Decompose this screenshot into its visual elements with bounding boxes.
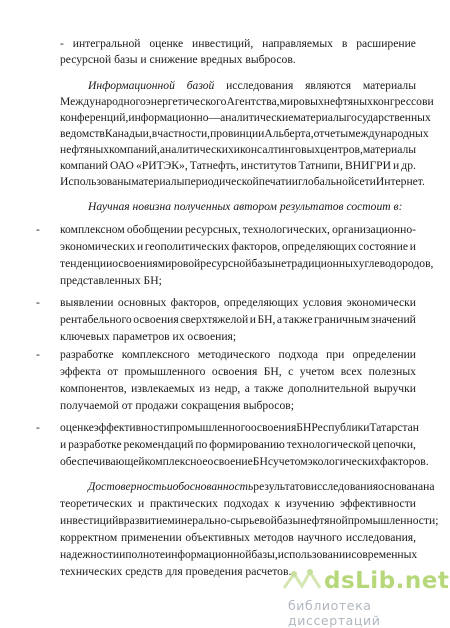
text-line: надежности и полноте информационной базы, использовании современных bbox=[60, 548, 418, 561]
text-line: нефтяных компаний, аналитических и консалтинговых центров, материалы bbox=[60, 143, 417, 156]
text-line: Научная новизна полученных автором результатов состоит в: bbox=[88, 200, 403, 213]
text-line: ключевых параметров их освоения; bbox=[60, 330, 237, 343]
list-dash: - bbox=[36, 296, 40, 309]
text-line: инвестиций в развитие минерально-сырьевой базы нефтяной промышленности; bbox=[60, 514, 439, 527]
text-line: рентабельного освоения сверхтяжелой и БН, а также граничным значений bbox=[60, 313, 416, 326]
text-line: и разработке рекомендаций по формированию технологической цепочки, bbox=[60, 438, 416, 451]
watermark-caption: библиотека диссертаций bbox=[288, 598, 381, 628]
list-dash: - bbox=[36, 421, 40, 434]
list-dash: - bbox=[36, 223, 40, 236]
text-line: компаний ОАО «РИТЭК», Татнефть, институтов Татнипи, ВНИГРИ и др. bbox=[60, 159, 416, 172]
text-line: технических средств для проведения расчетов. bbox=[60, 565, 292, 578]
text-line: - интегральной оценке инвестиций, направляемых в расширение bbox=[60, 37, 416, 50]
text-line: ведомств Канады и, в частности, провинции Альберта, отчеты международных bbox=[60, 127, 429, 140]
text-line: комплексном обобщении ресурсных, технологических, организационно- bbox=[60, 223, 416, 236]
text-line: выявлении основных факторов, определяющих условия экономически bbox=[60, 296, 416, 309]
text-line: представленных БН; bbox=[60, 274, 162, 287]
text-line: теоретических и практических подходах к изучению эффективности bbox=[60, 497, 416, 510]
text-line: корректном применении объективных методов научного исследования, bbox=[60, 531, 416, 544]
list-dash: - bbox=[36, 348, 40, 361]
watermark bbox=[288, 568, 450, 628]
text-line: экономических и геополитических факторов, определяющих состояние и bbox=[60, 240, 416, 253]
text-line: компонентов, извлекаемых из недр, а также дополнительной выручки bbox=[60, 382, 416, 395]
text-line: разработке комплексного методического подхода при определении bbox=[60, 348, 416, 361]
text-line: Международного энергетического Агентства, мировых нефтяных конгрессов и bbox=[60, 95, 434, 108]
text-line: оценке эффективности промышленного освоения БН Республики Татарстан bbox=[60, 421, 419, 434]
text-line: тенденции освоения мировой ресурсной базы нетрадиционных углеводородов, bbox=[60, 257, 434, 270]
text-line: Использованы материалы периодической печати и глобальной сети Интернет. bbox=[60, 175, 425, 188]
watermark-site: dsLib.net bbox=[324, 568, 450, 594]
text-line: эффекта от промышленного освоения БН, с учетом всех полезных bbox=[60, 365, 416, 378]
dslib-logo-icon bbox=[280, 566, 324, 598]
text-line: ресурсной базы и снижение вредных выбросов. bbox=[60, 53, 296, 66]
text-line: Информационной базой исследования являются материалы bbox=[88, 79, 416, 92]
text-line: получаемой от продажи сокращения выбросов; bbox=[60, 399, 294, 412]
text-line: обеспечивающей комплексное освоение БН с учетом экологических факторов. bbox=[60, 455, 429, 468]
text-line: Достоверность и обоснованность результатов исследования основана на bbox=[88, 480, 435, 493]
text-line: конференций, информационно—аналитические материалы государственных bbox=[60, 111, 431, 124]
